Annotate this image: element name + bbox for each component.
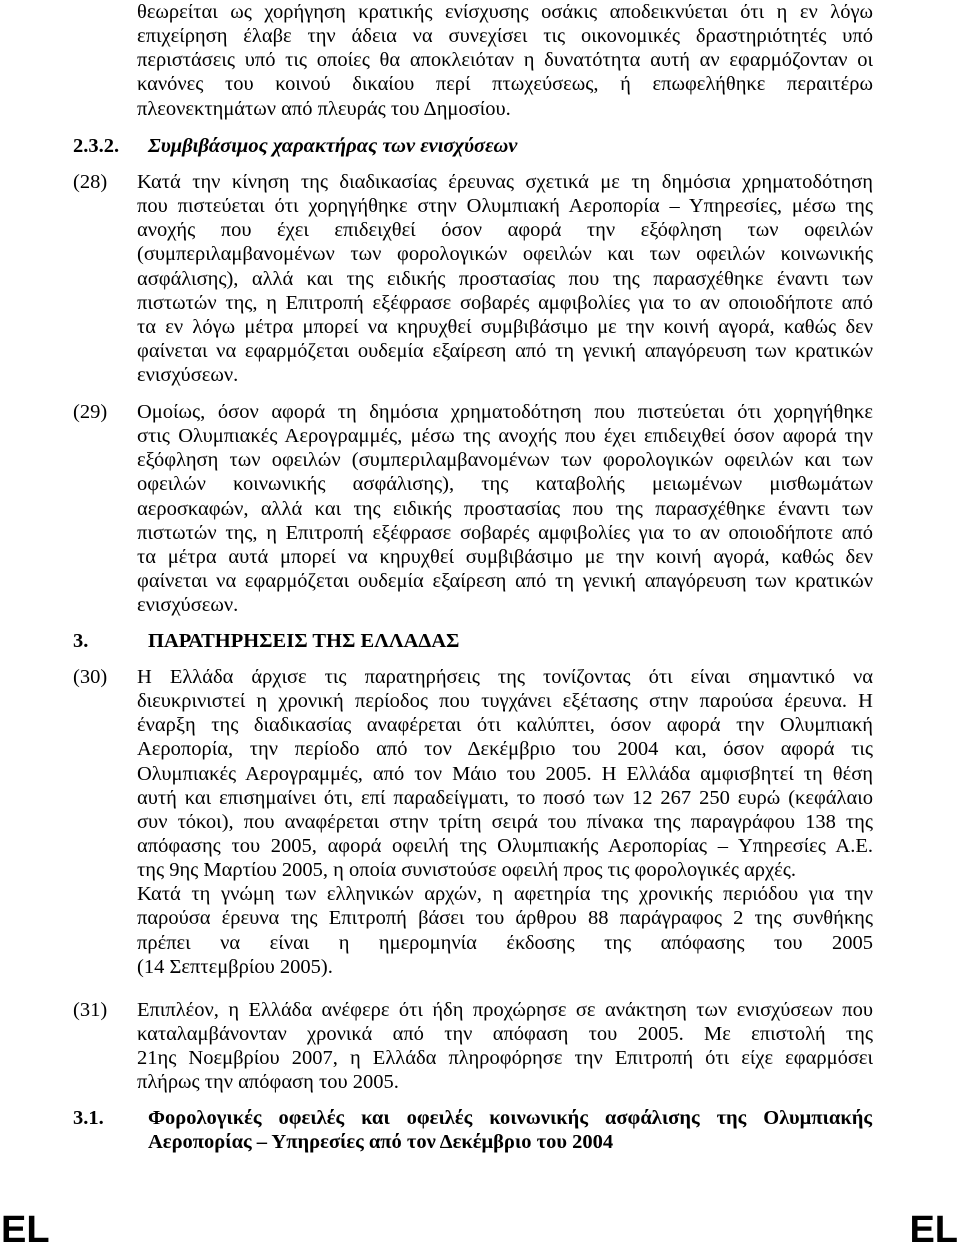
footer-language-label-left: EL	[1, 1209, 50, 1248]
paragraph-number: (28)	[73, 171, 108, 193]
text-line: που πιστεύεται ότι χορηγήθηκε στην Ολυμπιακή Αεροπορία – Υπηρεσίες, μέσω της	[137, 195, 873, 218]
paragraph-number: (31)	[73, 999, 108, 1021]
text-line: Η Ελλάδα άρχισε τις παρατηρήσεις της τονίζοντας ότι είναι σημαντικό να	[137, 666, 873, 688]
section-number: 3.1.	[73, 1107, 104, 1129]
footer-language-label-right: EL	[909, 1209, 958, 1248]
paragraph-number: (30)	[73, 666, 108, 688]
text-line: πιστωτών της, η Επιτροπή εξέφρασε σοβαρές αμφιβολίες για το αν οποιοδήποτε από	[137, 521, 873, 544]
text-line: φαίνεται να εφαρμόζεται ουδεμία εξαίρεση από τη γενική απαγόρευση των κρατικών	[137, 339, 873, 362]
text-line: Ομοίως, όσον αφορά τη δημόσια χρηματοδότηση που πιστεύεται ότι χορηγήθηκε	[137, 401, 873, 423]
title-line: Φορολογικές οφειλές και οφειλές κοινωνικής ασφάλισης της Ολυμπιακής	[148, 1107, 872, 1129]
text-line: διευκρινιστεί η χρονική περίοδος που τυγχάνει εξέτασης στην παρούσα έρευνα. Η	[137, 690, 873, 713]
text-line: έναρξη της διαδικασίας αναφέρεται ότι καλύπτει, όσον αφορά την Ολυμπιακή	[137, 714, 873, 737]
paragraph-text	[137, 0, 873, 121]
text-line: κανόνες του κοινού δικαίου περί πτωχεύσεως, ή επωφελήθηκε περαιτέρω	[137, 73, 873, 96]
text-line: εξόφληση των οφειλών (συμπεριλαμβανομένων των φορολογικών οφειλών και των	[137, 449, 873, 472]
text-line: Επιπλέον, η Ελλάδα ανέφερε ότι ήδη προχώρησε σε ανάκτηση των ενισχύσεων που	[137, 999, 873, 1021]
text-line: πιστωτών της, η Επιτροπή εξέφρασε σοβαρές αμφιβολίες για το αν οποιοδήποτε από	[137, 291, 873, 314]
text-line: (14 Σεπτεμβρίου 2005).	[137, 955, 333, 978]
paragraph-text	[137, 170, 873, 387]
text-line: επιχείρηση έλαβε την άδεια να συνεχίσει τις οικονομικές δραστηριότητές υπό	[137, 25, 873, 48]
section-title	[148, 1106, 872, 1154]
paragraph-text	[137, 998, 873, 1095]
text-line: (συμπεριλαμβανομένων των φορολογικών οφειλών και των οφειλών κοινωνικής	[137, 243, 873, 266]
text-line: 21ης Νοεμβρίου 2007, η Ελλάδα πληροφόρησε την Επιτροπή ότι είχε εφαρμόσει	[137, 1047, 873, 1070]
paragraph-text	[137, 665, 873, 979]
section-number: 2.3.2.	[73, 135, 120, 157]
text-line: Ολυμπιακές Αερογραμμές, από τον Μάιο του 2005. Η Ελλάδα αμφισβητεί τη θέση	[137, 762, 873, 785]
text-line: καταλαμβάνονταν χρονικά από την απόφαση του 2005. Με επιστολή της	[137, 1023, 873, 1046]
section-number: 3.	[73, 630, 89, 652]
text-line: θεωρείται ως χορήγηση κρατικής ενίσχυσης οσάκις αποδεικνύεται ότι η εν λόγω	[137, 1, 873, 23]
paragraph-number: (29)	[73, 401, 108, 423]
text-line: φαίνεται να εφαρμόζεται ουδεμία εξαίρεση από τη γενική απαγόρευση των κρατικών	[137, 569, 873, 592]
section-title: ΠΑΡΑΤΗΡΗΣΕΙΣ ΤΗΣ ΕΛΛΑΔΑΣ	[148, 630, 460, 652]
text-line: Αεροπορία, την περίοδο από τον Δεκέμβριο του 2004 και, όσον αφορά τις	[137, 738, 873, 761]
text-line: πλεονεκτημάτων από πλευράς του Δημοσίου.	[137, 97, 511, 120]
text-line: τα εν λόγω μέτρα μπορεί να κηρυχθεί συμβιβάσιμο με την κοινή αγορά, καθώς δεν	[137, 315, 873, 338]
paragraph-text	[137, 400, 873, 617]
text-line: οφειλών κοινωνικής ασφάλισης), της καταβολής μειωμένων μισθωμάτων	[137, 473, 873, 496]
text-line: Κατά την κίνηση της διαδικασίας έρευνας σχετικά με τη δημόσια χρηματοδότηση	[137, 171, 873, 193]
text-line: απόφασης του 2005, αφορά οφειλή της Ολυμπιακής Αεροπορίας – Υπηρεσίες Α.Ε.	[137, 834, 873, 857]
text-line: ασφάλισης), αλλά και της ειδικής προστασίας που της παρασχέθηκε έναντι των	[137, 267, 873, 290]
text-line: ενισχύσεων.	[137, 364, 239, 387]
text-line: στις Ολυμπιακές Αερογραμμές, μέσω της ανοχής που έχει επιδειχθεί όσον αφορά την	[137, 425, 873, 448]
text-line: πλήρως την απόφαση του 2005.	[137, 1071, 399, 1094]
text-line: αεροσκαφών, αλλά και της ειδικής προστασίας που της παρασχέθηκε έναντι των	[137, 497, 873, 520]
text-line: τα μέτρα αυτά μπορεί να κηρυχθεί συμβιβάσιμο με την κοινή αγορά, καθώς δεν	[137, 545, 873, 568]
text-line: περιστάσεις υπό τις οποίες θα αποκλειόταν η δυνατότητα αυτή αν εφαρμόζονταν οι	[137, 49, 873, 72]
text-line: της 9ης Μαρτίου 2005, η οποία συνιστούσε οφειλή προς τις φορολογικές αρχές.	[137, 859, 796, 882]
text-line: αυτή και επισημαίνει ότι, επί παραδείγματι, το ποσό των 12 267 250 ευρώ (κεφάλαιο	[137, 786, 873, 809]
text-line: πρέπει να είναι η ημερομηνία έκδοσης της απόφασης του 2005	[137, 931, 873, 954]
text-line: ενισχύσεων.	[137, 594, 239, 617]
text-line: συν τόκοι), που αναφέρεται στην τρίτη σειρά του πίνακα της παραγράφου 138 της	[137, 810, 873, 833]
text-line: ανοχής που έχει επιδειχθεί όσον αφορά την εξόφληση των οφειλών	[137, 219, 873, 242]
text-line: Κατά τη γνώμη των ελληνικών αρχών, η αφετηρία της χρονικής περιόδου για την	[137, 883, 873, 906]
section-title: Συμβιβάσιμος χαρακτήρας των ενισχύσεων	[148, 135, 518, 157]
text-line: παρούσα έρευνα της Επιτροπή βάσει του άρθρου 88 παράγραφος 2 της συνθήκης	[137, 907, 873, 930]
title-line: Αεροπορίας – Υπηρεσίες από τον Δεκέμβριο του 2004	[148, 1131, 614, 1154]
